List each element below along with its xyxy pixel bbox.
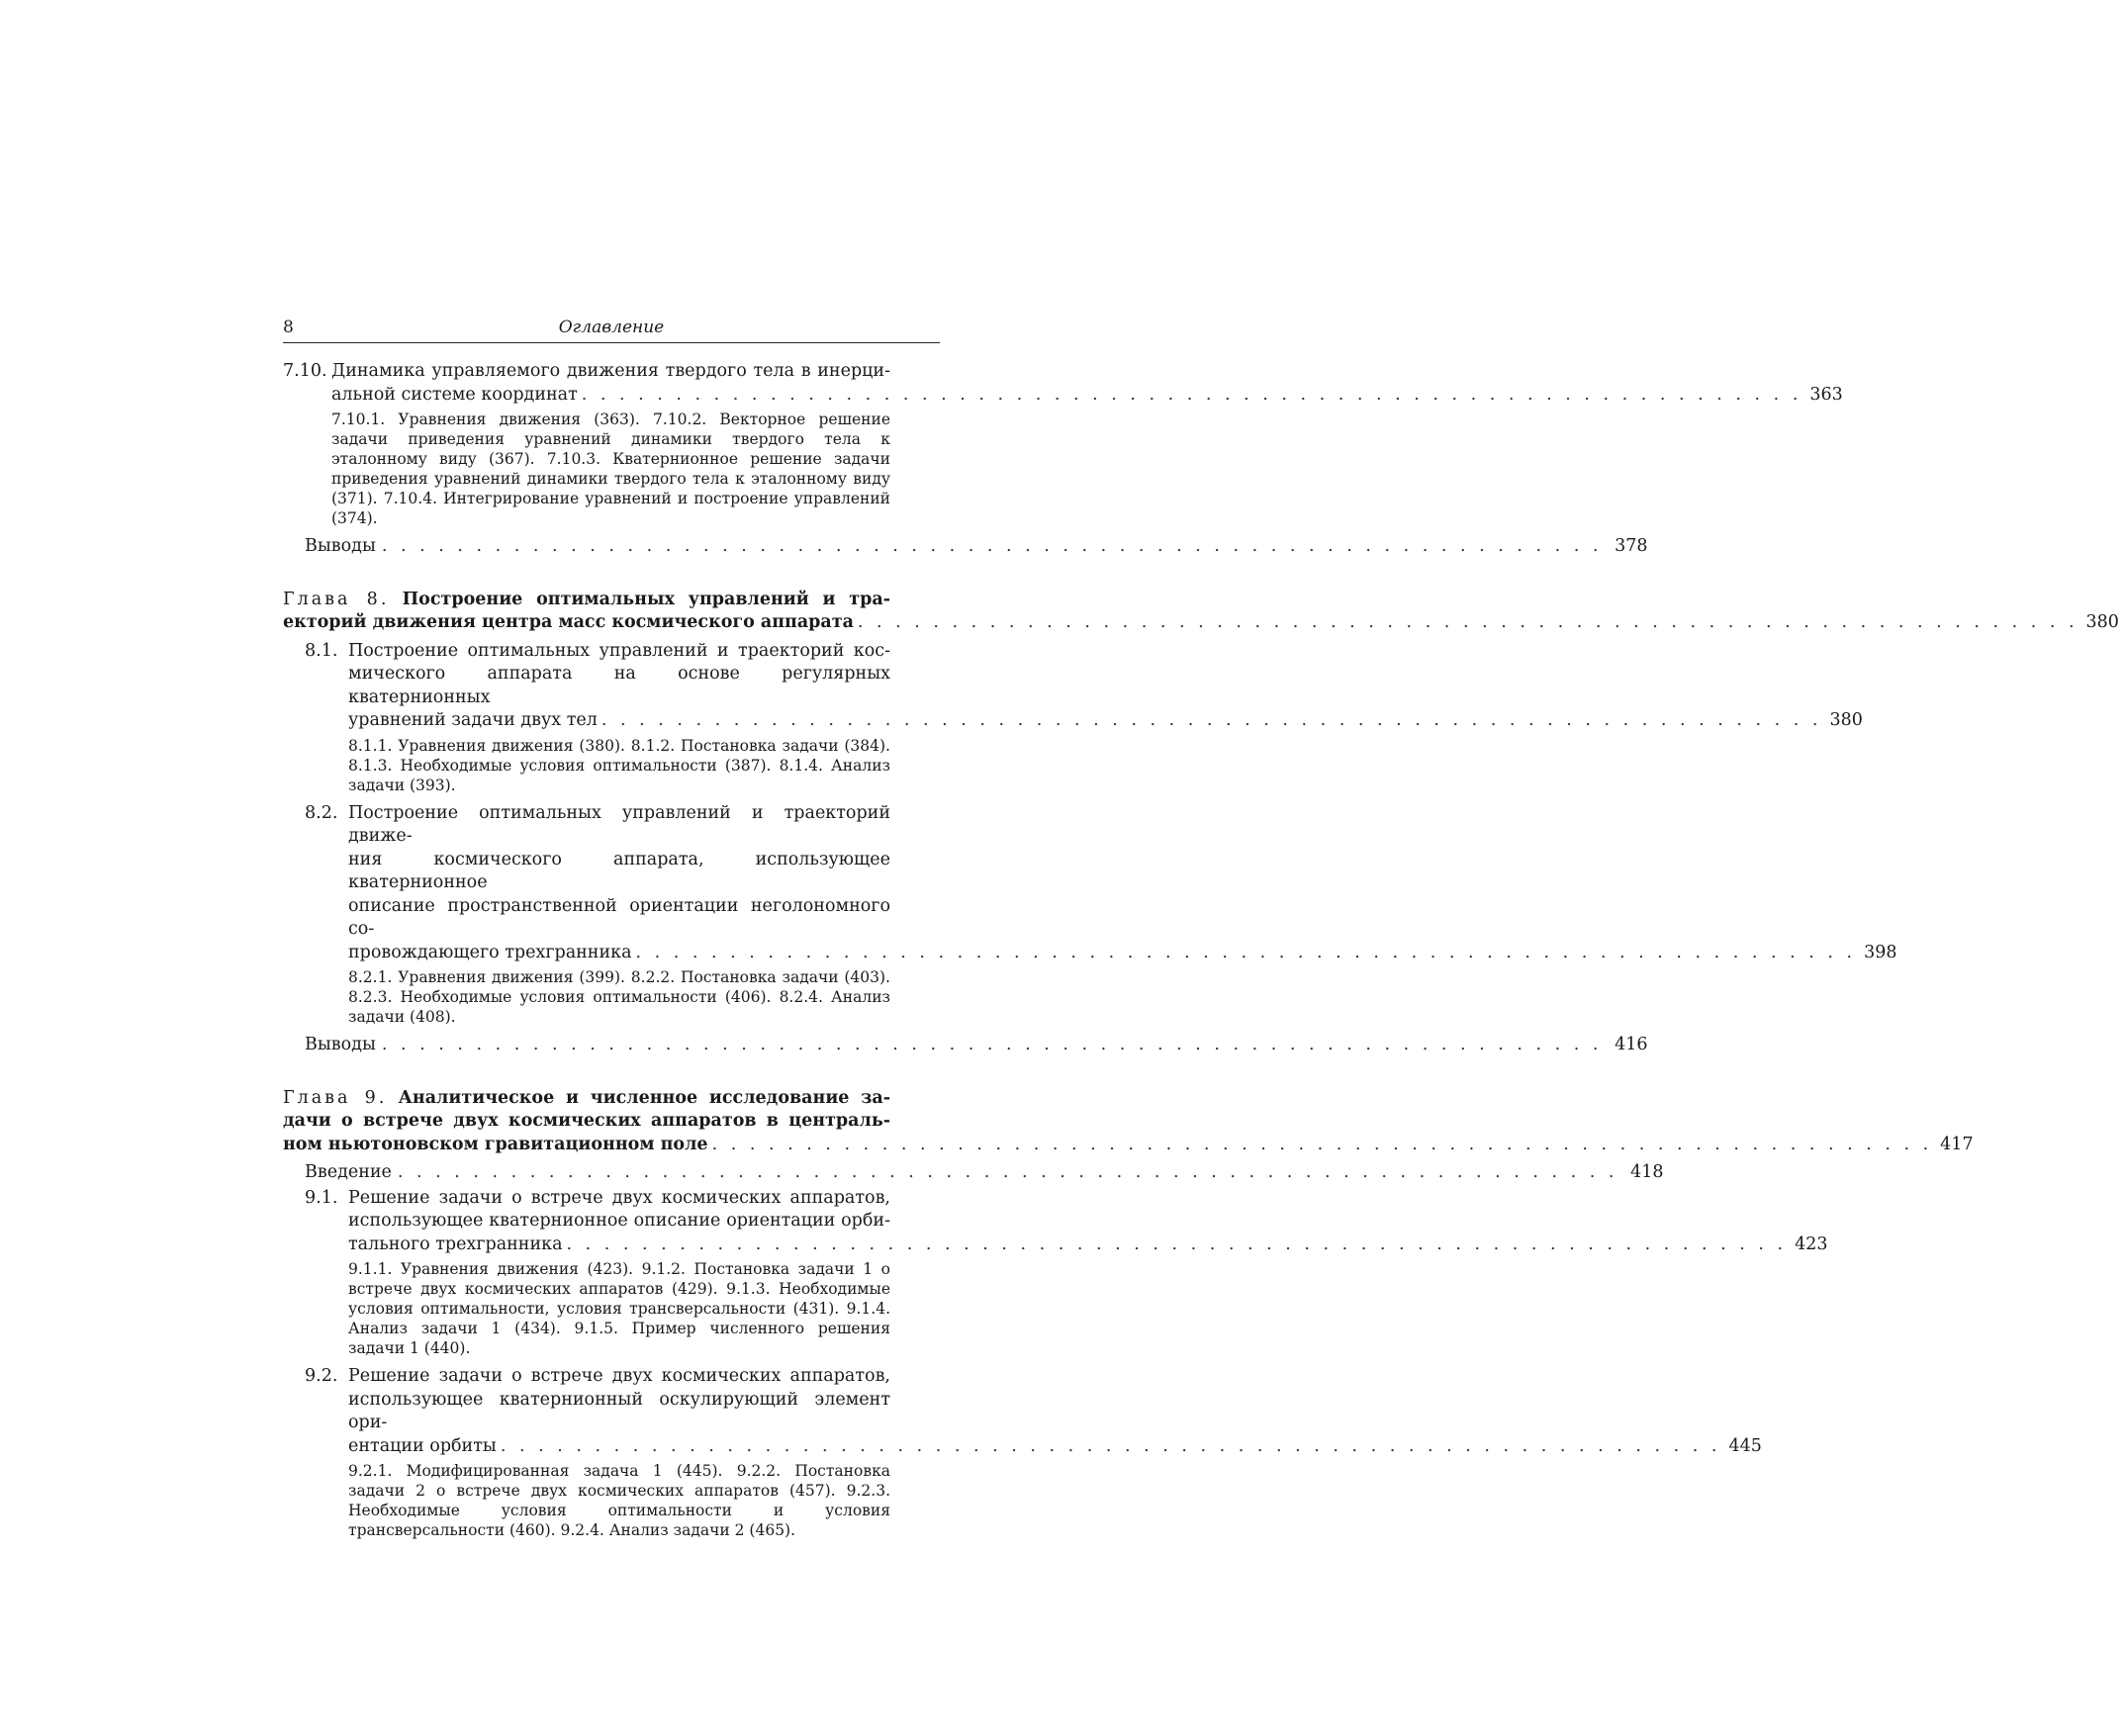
- page-ref: 416: [1615, 1035, 1648, 1054]
- entry-title-last-line: [348, 1233, 1828, 1257]
- toc-subsections-8-2: 8.2.1. Уравнения движения (399). 8.2.2. Постановка задачи (403). 8.2.3. Необходимые условия оптимальности (406). 8.2.4. Анализ задачи (408).: [348, 968, 890, 1026]
- page-ref: 423: [1795, 1233, 1828, 1254]
- page-ref: 363: [1809, 384, 1843, 405]
- entry-title-last-line: [331, 384, 1843, 408]
- section-number: 9.2.: [305, 1366, 338, 1386]
- entry-title-text: альной системе координат: [331, 384, 578, 405]
- toc-entry-conclusions-7[interactable]: [305, 535, 1648, 559]
- entry-title-line: ния космического аппарата, использующее кватернионное: [348, 849, 890, 892]
- section-number: 9.1.: [305, 1187, 338, 1208]
- entry-title-line: Динамика управляемого движения твердого тела в инерци-: [331, 361, 890, 381]
- chapter-label: Глава 8.: [283, 589, 390, 609]
- dot-leader: . . . . . . . . . . . . . . . . . . . . . . . . . . . . . . . . . . . . . . . . . . . . . . . . . . . . . . . . . . . . . . . . .: [857, 612, 2078, 632]
- entry-title-line: описание пространственной ориентации неголономного со-: [348, 895, 890, 939]
- section-number: 8.1.: [305, 640, 338, 661]
- table-of-contents: [283, 360, 2119, 1547]
- chapter-title-text: Построение оптимальных управлений и тра-: [402, 589, 890, 609]
- entry-title-last-line: [348, 1435, 1762, 1459]
- dot-leader: . . . . . . . . . . . . . . . . . . . . . . . . . . . . . . . . . . . . . . . . . . . . . . . . . . . . . . . . . . . . . . . . .: [581, 384, 1802, 405]
- toc-entry-9-2[interactable]: [305, 1365, 1762, 1458]
- running-title: Оглавление: [558, 318, 665, 337]
- page-ref: 380: [2085, 612, 2119, 632]
- toc-entry-9-1[interactable]: [305, 1187, 1828, 1257]
- entry-title-line: Решение задачи о встрече двух космических аппаратов,: [348, 1187, 890, 1208]
- toc-entry-7-10[interactable]: [283, 360, 1843, 407]
- chapter-title-line: дачи о встрече двух космических аппаратов в централь-: [283, 1111, 890, 1131]
- toc-chapter-8[interactable]: [283, 589, 2119, 635]
- entry-title-text: тального трехгранника: [348, 1233, 563, 1254]
- page-number: 8: [283, 318, 294, 337]
- dot-leader: . . . . . . . . . . . . . . . . . . . . . . . . . . . . . . . . . . . . . . . . . . . . . . . . . . . . . . . . . . . . . . . . .: [381, 1035, 1603, 1054]
- entry-title-line: Построение оптимальных управлений и траекторий движе-: [348, 802, 890, 846]
- entry-title-line: использующее кватернионный оскулирующий элемент ори-: [348, 1389, 890, 1432]
- toc-entry-conclusions-8[interactable]: [305, 1034, 1648, 1057]
- dot-leader: . . . . . . . . . . . . . . . . . . . . . . . . . . . . . . . . . . . . . . . . . . . . . . . . . . . . . . . . . . . . . . . . .: [381, 536, 1603, 556]
- dot-leader: . . . . . . . . . . . . . . . . . . . . . . . . . . . . . . . . . . . . . . . . . . . . . . . . . . . . . . . . . . . . . . . . .: [566, 1233, 1788, 1254]
- toc-subsections-9-2: 9.2.1. Модифицированная задача 1 (445). 9.2.2. Постановка задачи 2 о встрече двух космических аппаратов (457). 9.2.3. Необходимые условия оптимальности и условия трансверсальности (460). 9.2.4. Анализ задачи 2 (465).: [348, 1462, 890, 1539]
- page-ref: 417: [1940, 1134, 1974, 1154]
- page-ref: 378: [1615, 536, 1648, 556]
- page-ref: 445: [1728, 1435, 1762, 1456]
- chapter-label: Глава 9.: [283, 1087, 388, 1108]
- entry-title-text: Выводы: [305, 1035, 376, 1054]
- page-ref: 418: [1630, 1162, 1664, 1182]
- entry-title-text: провождающего трехгранника: [348, 942, 632, 962]
- entry-title-last-line: [348, 942, 1897, 965]
- toc-entry-intro-9[interactable]: [305, 1161, 1664, 1185]
- header-rule: [283, 342, 940, 343]
- entry-title-text: Введение: [305, 1162, 392, 1182]
- entry-title-text: уравнений задачи двух тел: [348, 710, 598, 730]
- dot-leader: . . . . . . . . . . . . . . . . . . . . . . . . . . . . . . . . . . . . . . . . . . . . . . . . . . . . . . . . . . . . . . . . .: [600, 710, 1822, 730]
- page-ref: 398: [1864, 942, 1897, 962]
- dot-leader: . . . . . . . . . . . . . . . . . . . . . . . . . . . . . . . . . . . . . . . . . . . . . . . . . . . . . . . . . . . . . . . . .: [711, 1134, 1933, 1154]
- entry-title-line: использующее кватернионное описание ориентации орби-: [348, 1211, 890, 1231]
- entry-title-line: Построение оптимальных управлений и траекторий кос-: [348, 640, 890, 661]
- page-ref: 380: [1829, 710, 1863, 730]
- section-number: 8.2.: [305, 802, 338, 823]
- chapter-title-line: [283, 589, 940, 612]
- entry-title-text: Выводы: [305, 536, 376, 556]
- entry-title-line: мического аппарата на основе регулярных кватернионных: [348, 664, 890, 707]
- chapter-title-line: [283, 1087, 940, 1111]
- chapter-title-text: ном ньютоновском гравитационном поле: [283, 1134, 708, 1154]
- entry-title-last-line: [348, 709, 1863, 733]
- dot-leader: . . . . . . . . . . . . . . . . . . . . . . . . . . . . . . . . . . . . . . . . . . . . . . . . . . . . . . . . . . . . . . . . .: [635, 942, 1857, 962]
- chapter-title-text: екторий движения центра масс космического аппарата: [283, 612, 854, 632]
- toc-subsections-8-1: 8.1.1. Уравнения движения (380). 8.1.2. Постановка задачи (384). 8.1.3. Необходимые условия оптимальности (387). 8.1.4. Анализ задачи (393).: [348, 736, 890, 794]
- chapter-title-text: Аналитическое и численное исследование за-: [398, 1087, 890, 1108]
- chapter-title-last-line: [283, 611, 2119, 635]
- section-number: 7.10.: [283, 361, 327, 381]
- dot-leader: . . . . . . . . . . . . . . . . . . . . . . . . . . . . . . . . . . . . . . . . . . . . . . . . . . . . . . . . . . . . . . . . .: [397, 1162, 1618, 1182]
- toc-chapter-9[interactable]: [283, 1087, 1974, 1157]
- dot-leader: . . . . . . . . . . . . . . . . . . . . . . . . . . . . . . . . . . . . . . . . . . . . . . . . . . . . . . . . . . . . . . . . .: [500, 1435, 1721, 1456]
- toc-entry-8-2[interactable]: [305, 802, 1897, 965]
- entry-title-line: Решение задачи о встрече двух космических аппаратов,: [348, 1366, 890, 1386]
- chapter-title-last-line: [283, 1134, 1974, 1157]
- toc-entry-8-1[interactable]: [305, 640, 1863, 733]
- toc-subsections-9-1: 9.1.1. Уравнения движения (423). 9.1.2. Постановка задачи 1 о встрече двух космических аппаратов (429). 9.1.3. Необходимые условия оптимальности, условия трансверсальности (431). 9.1.4. Анализ задачи 1 (434). 9.1.5. Пример численного решения задачи 1 (440).: [348, 1260, 890, 1357]
- entry-title-text: ентации орбиты: [348, 1435, 497, 1456]
- toc-subsections-7-10: 7.10.1. Уравнения движения (363). 7.10.2. Векторное решение задачи приведения уравнений динамики твердого тела к эталонному виду (367). 7.10.3. Кватернионное решение задачи приведения уравнений динамики твердого тела к эталонному виду (371). 7.10.4. Интегрирование уравнений и построение управлений (374).: [331, 411, 890, 527]
